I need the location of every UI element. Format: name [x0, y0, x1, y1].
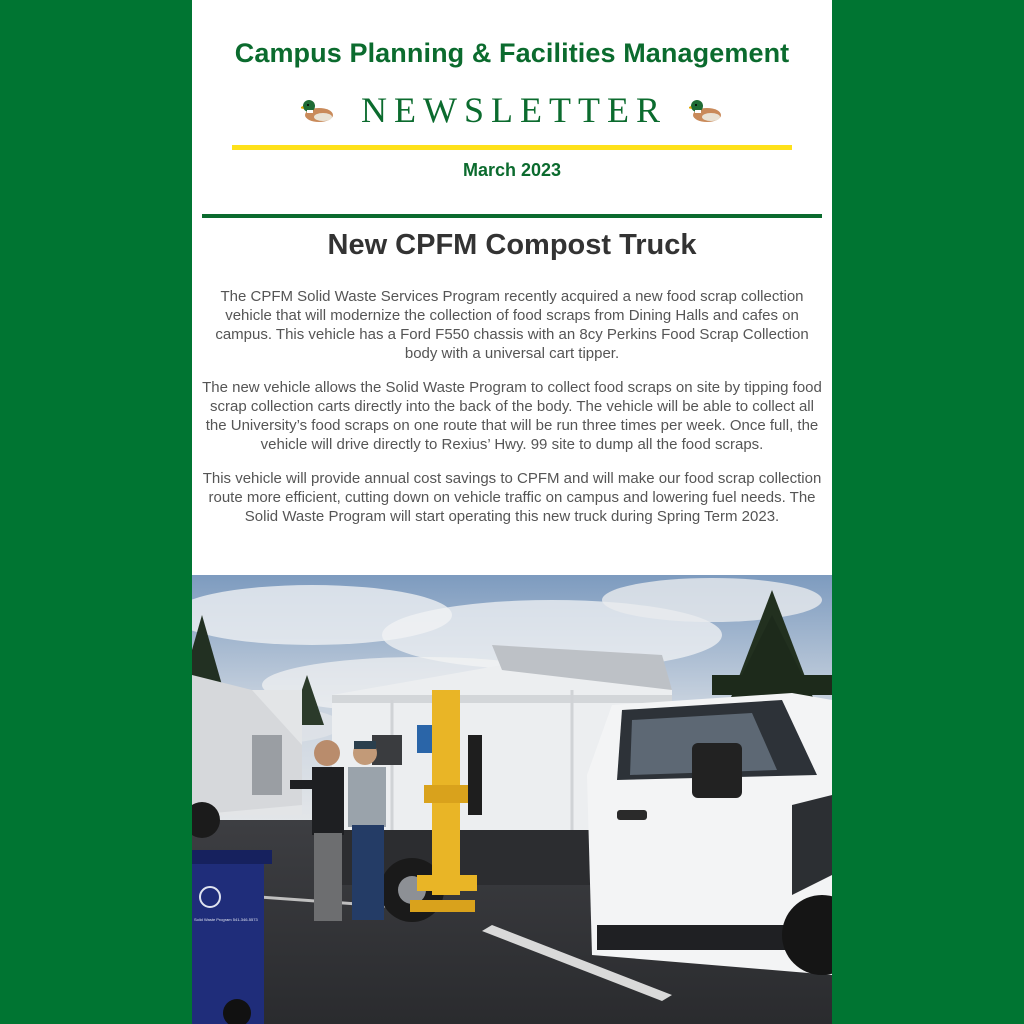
yellow-divider — [232, 145, 792, 150]
org-title: Campus Planning & Facilities Management — [234, 38, 790, 68]
green-divider — [202, 214, 822, 218]
newsletter-page — [192, 0, 832, 1024]
article-body — [202, 287, 822, 541]
article-paragraph: The CPFM Solid Waste Services Program recently acquired a new food scrap collection vehicle that will modernize the collection of food scraps from Dining Halls and cafes on campus. This vehicle has a Ford F550 chassis with an 8cy Perkins Food Scrap Collection body with a universal cart tipper. — [215, 288, 809, 362]
duck-icon-right — [689, 95, 723, 125]
compost-truck-photo — [192, 575, 832, 1024]
newsletter-heading: NEWSLETTER — [361, 90, 667, 130]
issue-date: March 2023 — [462, 160, 562, 180]
article-paragraph: The new vehicle allows the Solid Waste Program to collect food scraps on site by tipping food scrap collection carts directly into the back of the body. The vehicle will be able to collect all the University’s food scraps on one route that will be run three times per week. Once full, the vehicle will drive directly to Rexius’ Hwy. 99 site to dump all the food scraps. — [202, 379, 822, 453]
article-paragraph: This vehicle will provide annual cost savings to CPFM and will make our food scrap collection route more efficient, cutting down on vehicle traffic on campus and lowering fuel needs. The Solid Waste Program will start operating this new truck during Spring Term 2023. — [202, 470, 822, 525]
bin-label: Solid Waste Program 541-346-5573 — [194, 917, 258, 922]
duck-icon-left — [301, 95, 335, 125]
newsletter-banner — [192, 88, 832, 132]
article-title: New CPFM Compost Truck — [327, 229, 697, 261]
